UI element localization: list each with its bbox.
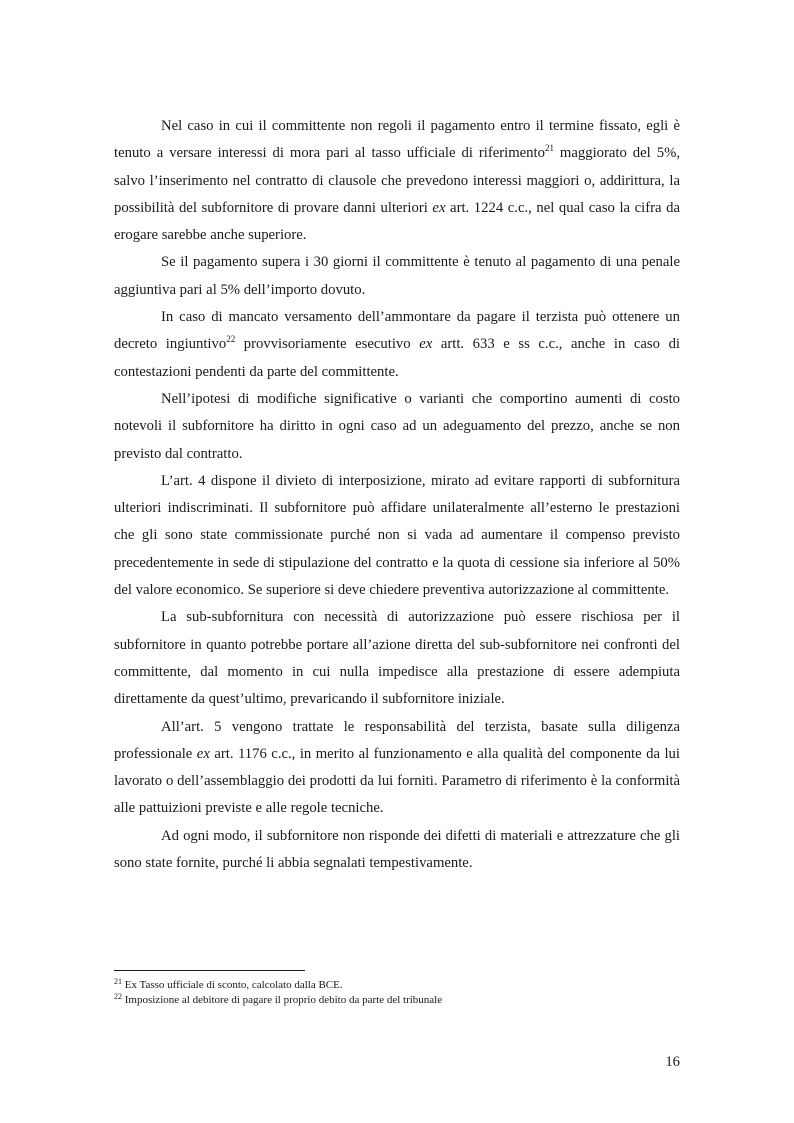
paragraph-penale: Se il pagamento supera i 30 giorni il committente è tenuto al pagamento di una penale aggiuntiva pari al 5% dell’importo dovuto. [114,254,680,298]
footnote-number: 22 [114,992,122,1001]
paragraph-interessi-mora [114,113,680,249]
paragraph-text: artt. 633 e ss c.c., anche in caso di contestazioni pendenti da parte del committente. [114,336,680,380]
footnotes [114,978,680,1008]
paragraph-text: maggiorato del 5%, salvo l’inserimento nel contratto di clausole che prevedono interessi maggiori o, addirittura, la possibilità del subfornitore di provare danni ulteriori [114,145,680,216]
italic-ex: ex [432,199,446,216]
body-text [114,113,680,877]
paragraph-modifiche: Nell’ipotesi di modifiche significative o varianti che comportino aumenti di costo notevoli il subfornitore ha diritto in ogni caso ad un adeguamento del prezzo, anche se non previsto dal contratto. [114,390,680,462]
page-number: 16 [665,1054,680,1070]
paragraph-text: provvisoriamente esecutivo [235,336,420,353]
footnote-text: Ex Tasso ufficiale di sconto, calcolato dalla BCE. [122,979,343,991]
paragraph-decreto-ingiuntivo [114,304,680,386]
paragraph-text: art. 1176 c.c., in merito al funzionamento e alla qualità del componente da lui lavorato o dell’assemblaggio dei prodotti da lui forniti. Parametro di riferimento è la conformità alle pattuizioni previste e alle regole tecniche. [114,745,680,817]
footnote-ref-22: 22 [226,334,236,345]
footnote-text: Imposizione al debitore di pagare il proprio debito da parte del tribunale [122,994,443,1006]
paragraph-sub-subfornitura: La sub-subfornitura con necessità di autorizzazione può essere rischiosa per il subfornitore in quanto potrebbe portare all’azione diretta del sub-subfornitore nei confronti del committente, dal momento in cui nulla impedisce alla prestazione di essere adempiuta direttamente da quest’ultimo, prevaricando il subfornitore iniziale. [114,609,680,708]
paragraph-art-5 [114,714,680,823]
footnote-22 [114,993,680,1008]
footnote-number: 21 [114,977,122,986]
paragraph-text: art. 1224 c.c., nel qual caso la cifra da erogare sarebbe anche superiore. [114,199,680,244]
paragraph-text: All’art. 5 vengono trattate le responsabilità del terzista, basate sulla diligenza professionale [114,718,680,762]
paragraph-text: In caso di mancato versamento dell’ammontare da pagare il terzista può ottenere un decreto ingiuntivo [114,309,680,353]
footnote-ref-21: 21 [544,143,554,154]
paragraph-art-4: L’art. 4 dispone il divieto di interposizione, mirato ad evitare rapporti di subfornitura ulteriori indiscriminati. Il subfornitore può affidare unilateralmente all’esterno le prestazioni che gli sono state commissionate purché non si vada ad aumentare il compenso previsto precedentemente in sede di stipulazione del contratto e la quota di cessione sia inferiore al 50% del valore economico. Se superiore si deve chiedere preventiva autorizzazione al committente. [114,472,680,599]
italic-ex: ex [419,336,433,353]
footnote-separator [114,970,305,971]
footnote-21 [114,978,680,993]
paragraph-difetti: Ad ogni modo, il subfornitore non risponde dei difetti di materiali e attrezzature che gli sono state fornite, purché li abbia segnalati tempestivamente. [114,827,680,872]
italic-ex: ex [196,745,210,762]
paragraph-text: Nel caso in cui il committente non regoli il pagamento entro il termine fissato, egli è tenuto a versare interessi di mora pari al tasso ufficiale di riferimento [114,118,680,162]
